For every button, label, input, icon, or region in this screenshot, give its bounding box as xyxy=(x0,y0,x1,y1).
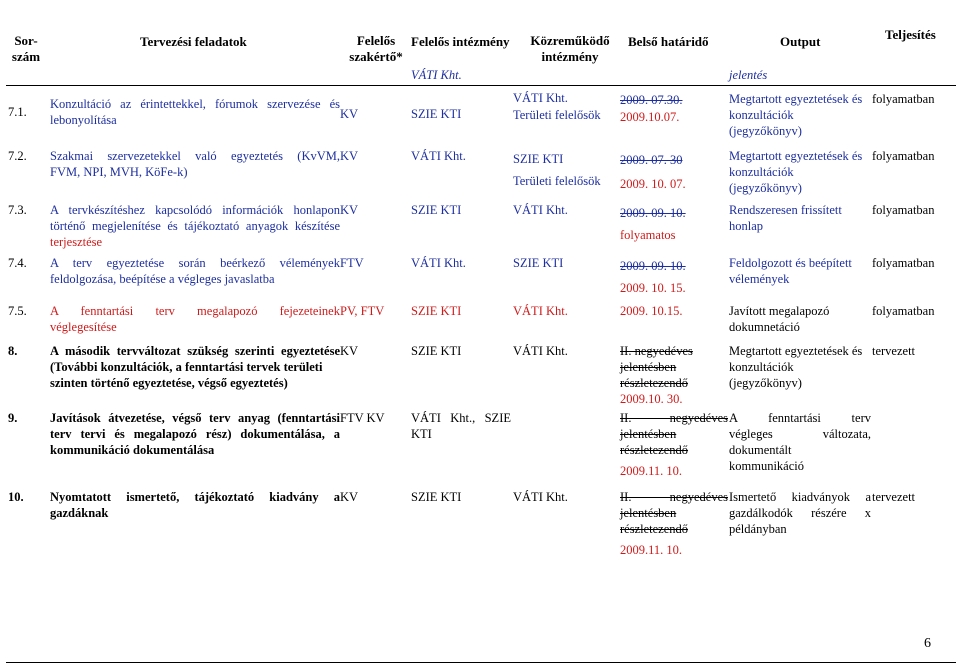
row-7-3-deadline-new: folyamatos xyxy=(620,228,676,242)
row-7-5-coop: VÁTI Kht. xyxy=(513,304,568,318)
header-kozremukodo xyxy=(520,33,620,65)
row-7-4-output-line1: Feldolgozott és beépített xyxy=(729,256,852,270)
row-8-deadline-line1: II. negyedéves xyxy=(620,344,693,358)
row-7-2-output-line1: Megtartott egyeztetések és xyxy=(729,149,863,163)
row-8-deadline xyxy=(620,343,693,391)
row-9-output-line3: dokumentált xyxy=(729,443,792,457)
row-7-4-deadline-new: 2009. 10. 15. xyxy=(620,281,686,295)
row-7-5-task xyxy=(50,303,340,335)
row-9-resp-line1: VÁTI Kht., SZIE xyxy=(411,411,511,425)
row-10-output-line1: Ismertető kiadványok a xyxy=(729,490,871,504)
row-7-4-num: 7.4. xyxy=(8,256,27,270)
row-7-1-task-line1: Konzultáció az érintettekkel, fórumok szervezése és xyxy=(50,97,340,111)
row-7-2-coop-line1: SZIE KTI xyxy=(513,152,564,166)
row-7-3-deadline xyxy=(620,202,686,246)
row-7-3-deadline-old: 2009. 09. 10. xyxy=(620,206,686,220)
header-felelos-intezmeny: Felelős intézmény xyxy=(411,34,510,49)
row-7-2-deadline-new: 2009. 10. 07. xyxy=(620,177,686,191)
row-7-1-resp: SZIE KTI xyxy=(411,107,462,121)
row-7-4-task-line2: feldolgozása, beépítése a végleges javaslatba xyxy=(50,272,275,286)
row-7-2-coop xyxy=(513,148,601,192)
row-10-coop: VÁTI Kht. xyxy=(513,490,568,504)
row-7-2-coop-line2: Területi felelősök xyxy=(513,174,601,188)
row-7-1-task xyxy=(50,96,340,128)
row-7-4-expert: FTV xyxy=(340,256,364,270)
row-7-5-resp: SZIE KTI xyxy=(411,304,462,318)
row-8-num: 8. xyxy=(8,344,18,358)
row-10-resp: SZIE KTI xyxy=(411,490,462,504)
row-10-output xyxy=(729,489,871,537)
row-10-deadline-new: 2009.11. 10. xyxy=(620,543,683,557)
header-kozremukodo-line1: Közreműködő xyxy=(530,33,610,48)
row-7-5-deadline: 2009. 10.15. xyxy=(620,304,683,318)
row-7-3-expert: KV xyxy=(340,203,359,217)
page-number: 6 xyxy=(924,636,931,651)
footer-rule xyxy=(6,662,956,663)
row-7-5-output-line1: Javított megalapozó xyxy=(729,304,830,318)
row-9-output-line1: A fenntartási terv xyxy=(729,411,871,425)
header-kozremukodo-line2: intézmény xyxy=(541,49,599,64)
row-8-deadline-line2: jelentésben xyxy=(620,360,677,374)
row-7-4-status: folyamatban xyxy=(872,256,935,270)
row-7-2-deadline-old: 2009. 07. 30 xyxy=(620,153,683,167)
row-9-deadline-new: 2009.11. 10. xyxy=(620,464,683,478)
row-7-5-status: folyamatban xyxy=(872,304,935,318)
row-8-output-line1: Megtartott egyeztetések és xyxy=(729,344,863,358)
row-7-1-output xyxy=(729,91,862,139)
row-10-deadline-line2: jelentésben xyxy=(620,506,677,520)
header-rule xyxy=(6,85,956,86)
header-felelos-line2: szakértő* xyxy=(349,49,403,64)
row-10-deadline xyxy=(620,489,728,537)
row-7-3-status: folyamatban xyxy=(872,203,935,217)
row-10-status: tervezett xyxy=(872,490,916,504)
row-9-deadline xyxy=(620,410,728,458)
row-8-status: tervezett xyxy=(872,344,916,358)
row-9-resp xyxy=(411,410,511,442)
row-8-task-line2: (További konzultációk, a fenntartási tervek területi xyxy=(50,360,323,374)
row-7-2-resp: VÁTI Kht. xyxy=(411,149,466,163)
row-7-4-task-line1: A terv egyeztetése során beérkező vélemények xyxy=(50,256,340,270)
row-9-output-line2: végleges változata, xyxy=(729,427,871,441)
row-9-task xyxy=(50,410,340,458)
row-10-deadline-line1: II. negyedéves xyxy=(620,490,728,504)
row-9-task-line2: terv tervi és megalapozó rész) dokumentálása, a xyxy=(50,427,340,441)
row-9-resp-line2: KTI xyxy=(411,427,432,441)
row-9-deadline-line1: II. negyedéves xyxy=(620,411,728,425)
row-8-task xyxy=(50,343,340,391)
header-output: Output xyxy=(780,34,821,49)
row-7-4-resp: VÁTI Kht. xyxy=(411,256,466,270)
row-7-3-coop: VÁTI Kht. xyxy=(513,203,568,217)
row-8-task-line3: szinten történő egyeztetése, végső egyeztetés) xyxy=(50,376,288,390)
row-7-4-deadline-old: 2009. 09. 10. xyxy=(620,259,686,273)
row-7-3-output-line1: Rendszeresen frissített xyxy=(729,203,842,217)
header-sorszam-line2: szám xyxy=(11,49,41,64)
row-7-1-deadline-new: 2009.10.07. xyxy=(620,110,680,124)
row-7-1-status: folyamatban xyxy=(872,92,935,106)
row-7-1-num: 7.1. xyxy=(8,105,27,119)
row-7-2-output xyxy=(729,148,862,196)
row-7-3-task-line2: történő megjelenítése és tájékoztató anyagok készítése xyxy=(50,219,340,233)
row-7-1-output-line2: konzultációk xyxy=(729,108,794,122)
row-7-1-coop-line1: VÁTI Kht. xyxy=(513,91,568,105)
header-tervezesi-feladatok: Tervezési feladatok xyxy=(140,34,247,49)
row-9-output xyxy=(729,410,871,474)
row-7-2-output-line2: konzultációk xyxy=(729,165,794,179)
header-sorszam xyxy=(6,33,46,65)
header-sub-jelentes: jelentés xyxy=(729,68,768,82)
row-9-deadline-line2: jelentésben xyxy=(620,427,677,441)
header-belso-hatarido: Belső határidő xyxy=(628,34,709,49)
row-8-output-line2: konzultációk xyxy=(729,360,794,374)
row-7-1-output-line1: Megtartott egyeztetések és xyxy=(729,92,863,106)
row-7-2-task xyxy=(50,148,340,180)
row-8-resp: SZIE KTI xyxy=(411,344,462,358)
row-10-output-line3: példányban xyxy=(729,522,787,536)
row-8-expert: KV xyxy=(340,344,359,358)
row-10-task-line2: gazdáknak xyxy=(50,506,109,520)
row-7-3-task xyxy=(50,202,340,250)
row-7-1-deadline xyxy=(620,92,683,126)
row-7-1-task-line2: lebonyolítása xyxy=(50,113,117,127)
row-7-2-deadline xyxy=(620,148,686,196)
row-9-task-line3: kommunikáció dokumentálása xyxy=(50,443,215,457)
header-sub-vati: VÁTI Kht. xyxy=(411,68,462,82)
header-sorszam-line1: Sor- xyxy=(14,33,38,48)
row-8-deadline-new: 2009.10. 30. xyxy=(620,392,683,406)
row-7-2-task-line1: Szakmai szervezetekkel való egyeztetés (KvVM, xyxy=(50,149,340,163)
row-7-2-status: folyamatban xyxy=(872,149,935,163)
row-10-output-line2: gazdálkodók részére x xyxy=(729,506,871,520)
row-9-expert: FTV KV xyxy=(340,411,385,425)
row-7-1-output-line3: (jegyzőkönyv) xyxy=(729,124,802,138)
row-7-5-output xyxy=(729,303,829,335)
row-9-num: 9. xyxy=(8,411,18,425)
row-10-num: 10. xyxy=(8,490,24,504)
row-7-1-coop xyxy=(513,90,601,124)
row-7-4-task xyxy=(50,255,340,287)
row-7-3-task-line3: terjesztése xyxy=(50,235,103,249)
row-10-expert: KV xyxy=(340,490,359,504)
row-7-1-expert: KV xyxy=(340,107,359,121)
header-felelos-line1: Felelős xyxy=(356,33,396,48)
row-8-task-line1: A második tervváltozat szükség szerinti egyeztetése xyxy=(50,344,340,358)
row-9-output-line4: kommunikáció xyxy=(729,459,804,473)
row-8-coop: VÁTI Kht. xyxy=(513,344,568,358)
row-7-4-coop: SZIE KTI xyxy=(513,256,564,270)
row-7-2-expert: KV xyxy=(340,149,359,163)
row-7-4-deadline xyxy=(620,255,686,299)
row-7-5-expert: PV, FTV xyxy=(340,304,385,318)
row-7-5-num: 7.5. xyxy=(8,304,27,318)
header-teljesites: Teljesítés xyxy=(885,27,936,42)
row-7-1-deadline-old: 2009. 07.30. xyxy=(620,93,683,107)
row-10-task-line1: Nyomtatott ismertető, tájékoztató kiadvány a xyxy=(50,490,340,504)
row-9-deadline-line3: részletezendő xyxy=(620,443,689,457)
row-7-2-num: 7.2. xyxy=(8,149,27,163)
row-7-5-output-line2: dokumnetáció xyxy=(729,320,800,334)
row-8-output xyxy=(729,343,862,391)
row-7-5-task-line2: véglegesítése xyxy=(50,320,117,334)
row-7-3-resp: SZIE KTI xyxy=(411,203,462,217)
row-7-2-task-line2: FVM, NPI, MVH, KöFe-k) xyxy=(50,165,188,179)
row-8-output-line3: (jegyzőkönyv) xyxy=(729,376,802,390)
row-7-4-output-line2: vélemények xyxy=(729,272,790,286)
row-8-deadline-line3: részletezendő xyxy=(620,376,689,390)
row-9-task-line1: Javítások átvezetése, végső terv anyag (fenntartási xyxy=(50,411,340,425)
row-7-1-coop-line2: Területi felelősök xyxy=(513,108,601,122)
header-felelos-szakerto xyxy=(336,33,416,65)
row-7-3-num: 7.3. xyxy=(8,203,27,217)
row-7-5-task-line1: A fenntartási terv megalapozó fejezeteinek xyxy=(50,304,340,318)
row-7-3-output-line2: honlap xyxy=(729,219,764,233)
row-7-4-output xyxy=(729,255,852,287)
row-10-deadline-line3: részletezendő xyxy=(620,522,689,536)
row-10-task xyxy=(50,489,340,521)
row-7-3-output xyxy=(729,202,842,234)
row-7-2-output-line3: (jegyzőkönyv) xyxy=(729,181,802,195)
row-7-3-task-line1: A tervkészítéshez kapcsolódó információk honlapon xyxy=(50,203,340,217)
